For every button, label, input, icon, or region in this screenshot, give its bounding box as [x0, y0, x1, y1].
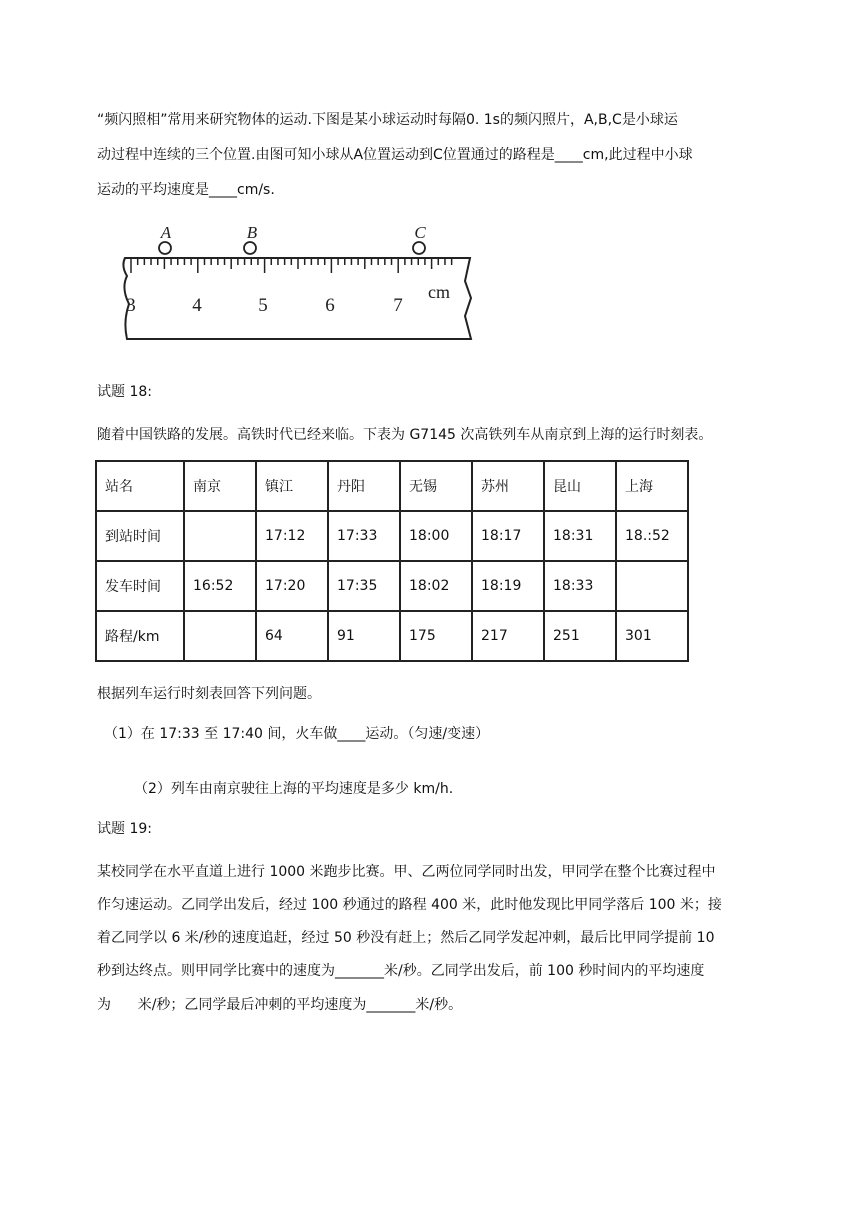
q18-sub2: （2）列车由南京驶往上海的平均速度是多少 km/h. — [134, 781, 454, 797]
q18-title: 试题 18: — [97, 384, 152, 400]
table-cell: 昆山 — [544, 461, 616, 511]
ball-labels — [160, 223, 427, 242]
q18-sub1: （1）在 17:33 至 17:40 间，火车做____运动。（匀速/变速） — [104, 726, 490, 742]
row-departure — [96, 561, 688, 611]
ruler-number-3: 3 — [126, 295, 136, 316]
table-cell: 17:12 — [256, 511, 328, 561]
q17-line-2: 动过程中连续的三个位置.由图可知小球从A位置运动到C位置通过的路程是____cm,此过程中小球 — [97, 147, 693, 163]
table-cell: 175 — [400, 611, 472, 661]
table-cell: 17:33 — [328, 511, 400, 561]
q19-line-2: 作匀速运动。乙同学出发后，经过 100 秒通过的路程 400 米，此时他发现比甲同学落后 100 米；接 — [97, 897, 722, 913]
table-cell: 16:52 — [184, 561, 256, 611]
table-cell: 17:35 — [328, 561, 400, 611]
table-cell: 镇江 — [256, 461, 328, 511]
table-cell: 发车时间 — [96, 561, 184, 611]
ruler-figure — [115, 223, 480, 346]
table-cell: 18:00 — [400, 511, 472, 561]
table-cell: 251 — [544, 611, 616, 661]
q19-line-3: 着乙同学以 6 米/秒的速度追赶，经过 50 秒没有赶上；然后乙同学发起冲刺，最后比甲同学提前 10 — [97, 930, 715, 946]
table-cell — [616, 561, 688, 611]
ball-label-b: B — [246, 223, 258, 242]
ball-a — [159, 242, 171, 254]
table-cell — [184, 511, 256, 561]
row-distance — [96, 611, 688, 661]
balls — [159, 242, 425, 254]
table-cell: 南京 — [184, 461, 256, 511]
ruler-number-6: 6 — [325, 295, 335, 316]
table-cell: 217 — [472, 611, 544, 661]
ruler-ticks — [131, 258, 452, 273]
ruler-body — [123, 258, 471, 339]
ruler-number-7: 7 — [393, 295, 403, 316]
table-cell: 17:20 — [256, 561, 328, 611]
ball-label-a: A — [160, 223, 172, 242]
table-cell: 到站时间 — [96, 511, 184, 561]
table-cell: 301 — [616, 611, 688, 661]
table-cell: 18.:52 — [616, 511, 688, 561]
q18-instruction: 根据列车运行时刻表回答下列问题。 — [97, 686, 321, 702]
table-cell: 无锡 — [400, 461, 472, 511]
q17-line-3: 运动的平均速度是____cm/s. — [97, 182, 275, 198]
ruler-unit: cm — [428, 282, 450, 302]
ruler-number-4: 4 — [192, 295, 202, 316]
q18-intro: 随着中国铁路的发展。高铁时代已经来临。下表为 G7145 次高铁列车从南京到上海的运行时刻表。 — [97, 427, 713, 443]
table-cell: 苏州 — [472, 461, 544, 511]
timetable — [95, 460, 689, 662]
ruler-numbers — [126, 282, 450, 316]
table-cell: 站名 — [96, 461, 184, 511]
ruler-number-5: 5 — [258, 295, 268, 316]
table-cell: 91 — [328, 611, 400, 661]
table-cell: 18:31 — [544, 511, 616, 561]
row-station — [96, 461, 688, 511]
ball-b — [244, 242, 256, 254]
q19-title: 试题 19: — [97, 821, 152, 837]
q19-line-1: 某校同学在水平直道上进行 1000 米跑步比赛。甲、乙两位同学同时出发，甲同学在整个比赛过程中 — [97, 864, 716, 880]
ball-label-c: C — [414, 223, 426, 242]
ball-c — [413, 242, 425, 254]
table-cell: 18:02 — [400, 561, 472, 611]
table-cell: 18:17 — [472, 511, 544, 561]
table-cell: 18:19 — [472, 561, 544, 611]
q19-line-4: 秒到达终点。则甲同学比赛中的速度为_______米/秒。乙同学出发后，前 100 秒时间内的平均速度 — [97, 963, 705, 979]
q19-line-5: 为 米/秒；乙同学最后冲刺的平均速度为_______米/秒。 — [97, 997, 463, 1013]
table-cell: 丹阳 — [328, 461, 400, 511]
table-cell — [184, 611, 256, 661]
row-arrival — [96, 511, 688, 561]
table-cell: 上海 — [616, 461, 688, 511]
table-cell: 18:33 — [544, 561, 616, 611]
q17-line-1: “频闪照相”常用来研究物体的运动.下图是某小球运动时每隔0. 1s的频闪照片，A,B,C是小球运 — [97, 112, 678, 128]
table-cell: 64 — [256, 611, 328, 661]
table-cell: 路程/km — [96, 611, 184, 661]
